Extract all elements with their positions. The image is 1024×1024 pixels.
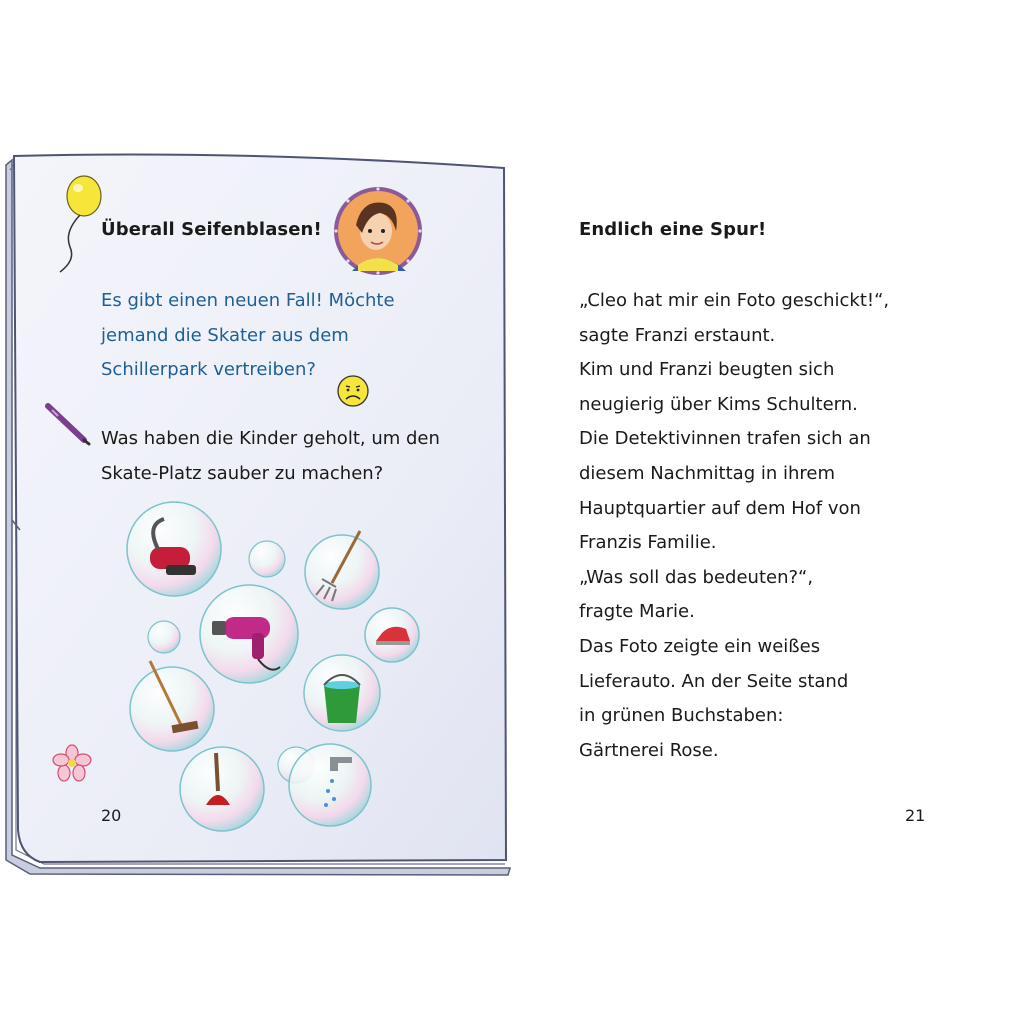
flower-icon [52,744,92,782]
plunger-icon [180,747,264,831]
story-line: Gärtnerei Rose. [579,739,719,761]
story-text [579,284,939,768]
story-line: diesem Nachmittag in ihrem [579,462,835,484]
story-line: neugierig über Kims Schultern. [579,393,858,415]
story-line: „Was soll das bedeuten?“, [579,566,814,588]
bubbles-illustration [120,495,430,835]
hair-dryer-icon [200,585,298,683]
story-line: Das Foto zeigte ein weißes [579,635,821,657]
water-tap-icon [289,744,371,826]
case-prompt [101,284,421,388]
story-line: in grünen Buchstaben: [579,705,784,727]
question-line: Skate-Platz sauber zu machen? [101,462,384,484]
story-line: Lieferauto. An der Seite stand [579,670,849,692]
story-line: Die Detektivinnen trafen sich an [579,428,871,450]
case-prompt-line: jemand die Skater aus dem [101,324,349,346]
story-line: „Cleo hat mir ein Foto geschickt!“, [579,290,890,311]
pen-icon [44,402,92,446]
vacuum-cleaner-icon [127,502,221,596]
case-prompt-line: Schillerpark vertreiben? [101,359,316,380]
bucket-icon [304,655,380,731]
iron-icon [365,608,419,662]
avatar [332,185,424,277]
story-line: Franzis Familie. [579,532,717,554]
right-heading: Endlich eine Spur! [579,219,767,240]
broom-icon [130,661,214,751]
story-line: sagte Franzi erstaunt. [579,324,776,346]
page-number-left: 20 [101,806,122,825]
page-number-right: 21 [905,806,926,825]
story-line: Kim und Franzi beugten sich [579,359,835,381]
question-text [101,422,481,491]
question-line: Was haben die Kinder geholt, um den [101,428,440,449]
case-prompt-line: Es gibt einen neuen Fall! Möchte [101,290,395,311]
left-heading: Überall Seifenblasen! [101,219,322,240]
story-line: fragte Marie. [579,601,695,623]
pitchfork-icon [305,531,379,609]
story-line: Hauptquartier auf dem Hof von [579,497,861,519]
